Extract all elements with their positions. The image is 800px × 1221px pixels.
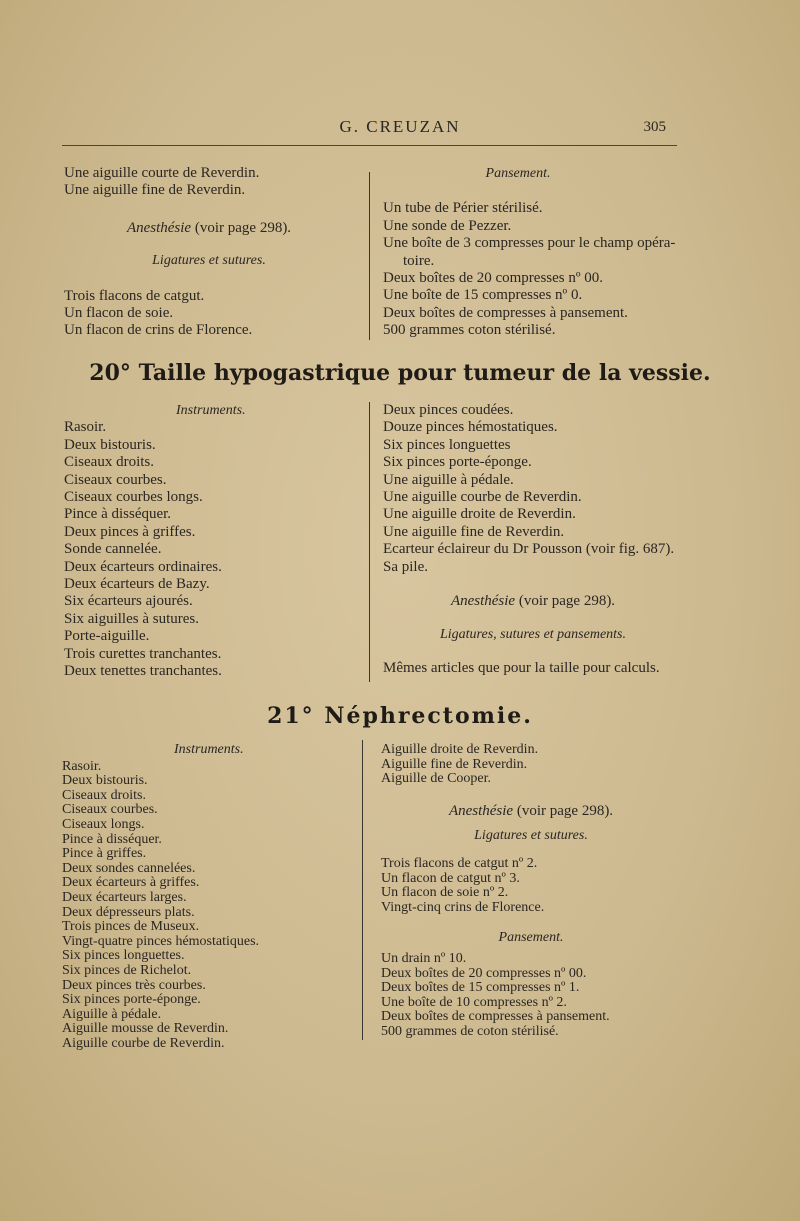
list-item: Deux boîtes de compresses à pansement. xyxy=(381,1009,610,1025)
list-item: Une sonde de Pezzer. xyxy=(383,217,512,234)
column-divider-21 xyxy=(362,740,363,1040)
anesthesie-line xyxy=(64,220,354,237)
list-item: Vingt-cinq crins de Florence. xyxy=(381,899,545,915)
anesthesie-line xyxy=(381,804,681,819)
anesthesie-label: Anesthésie xyxy=(448,802,514,819)
list-item: Deux écarteurs larges. xyxy=(62,889,187,905)
list-item: Sa pile. xyxy=(383,558,428,575)
list-item: Six pinces longuettes xyxy=(383,436,511,453)
list-item: Vingt-quatre pinces hémostatiques. xyxy=(62,933,260,949)
list-item: Aiguille mousse de Reverdin. xyxy=(62,1021,229,1037)
list-item: Un flacon de soie. xyxy=(64,305,174,322)
list-item: Ecarteur éclaireur du Dr Pousson (voir fig. 687). xyxy=(383,541,675,558)
list-item: Six pinces porte-éponge. xyxy=(62,992,201,1008)
anesthesie-line xyxy=(383,593,683,610)
list-item: 500 grammes de coton stérilisé. xyxy=(381,1023,559,1039)
list-item: Ciseaux longs. xyxy=(62,816,145,832)
top-right-column xyxy=(383,165,683,340)
list-item: Rasoir. xyxy=(62,758,102,774)
list-item: Six pinces longuettes. xyxy=(62,948,185,964)
list-item: Rasoir. xyxy=(64,419,107,436)
list-item: Un flacon de soie nº 2. xyxy=(381,885,509,901)
list-item: Ciseaux courbes. xyxy=(64,471,167,488)
list-item: Deux boîtes de 15 compresses nº 1. xyxy=(381,980,580,996)
list-item: Deux pinces très courbes. xyxy=(62,977,206,993)
list-item: Six aiguilles à sutures. xyxy=(64,610,199,627)
list-item: Aiguille droite de Reverdin. xyxy=(381,742,539,757)
list-item: Une aiguille courte de Reverdin. xyxy=(64,165,260,181)
subheading: Instruments. xyxy=(176,403,246,418)
list-item: Ciseaux courbes longs. xyxy=(64,489,203,506)
list-item: Une aiguille courbe de Reverdin. xyxy=(383,489,582,506)
list-item: Douze pinces hémostatiques. xyxy=(383,419,558,436)
list-item: Une boîte de 15 compresses nº 0. xyxy=(383,287,583,304)
list-item: Sonde cannelée. xyxy=(64,541,162,558)
list-item: Trois flacons de catgut nº 2. xyxy=(381,855,538,871)
list-item: Aiguille fine de Reverdin. xyxy=(381,756,528,772)
list-item: Une aiguille à pédale. xyxy=(383,471,514,488)
list-item: Deux dépresseurs plats. xyxy=(62,904,195,920)
anesthesie-ref: (voir page 298). xyxy=(513,802,614,819)
list-item: Une aiguille fine de Reverdin. xyxy=(383,523,565,540)
list-item: Deux bistouris. xyxy=(62,773,148,789)
list-item: Six écarteurs ajourés. xyxy=(64,593,193,610)
section-title-20: 20° Taille hypogastrique pour tumeur de la vessie. xyxy=(89,360,711,386)
list-item: Un tube de Périer stérilisé. xyxy=(383,200,543,217)
running-head-title: G. CREUZAN xyxy=(339,117,461,136)
list-item: Porte-aiguille. xyxy=(64,628,150,645)
column-divider-20 xyxy=(369,402,370,682)
list-item: Deux sondes cannelées. xyxy=(62,860,196,876)
list-item: 500 grammes coton stérilisé. xyxy=(383,322,556,339)
list-item: Deux pinces à griffes. xyxy=(64,523,196,540)
subheading: Instruments. xyxy=(174,742,244,757)
list-item: toire. xyxy=(403,252,435,269)
section21-right-column xyxy=(381,743,681,1040)
list-item: Trois curettes tranchantes. xyxy=(64,645,222,662)
page-number: 305 xyxy=(643,119,666,135)
list-item: Deux boîtes de compresses à pansement. xyxy=(383,304,628,321)
section21-left-column xyxy=(62,743,358,1051)
list-item: Six pinces porte-éponge. xyxy=(383,454,532,471)
top-left-column xyxy=(64,165,354,340)
subheading: Ligatures, sutures et pansements. xyxy=(439,627,626,643)
list-item: Une aiguille droite de Reverdin. xyxy=(383,506,576,523)
list-item: Deux bistouris. xyxy=(64,436,156,453)
list-item: Trois flacons de catgut. xyxy=(64,287,205,304)
section20-left-column xyxy=(64,402,364,681)
section-title-21: 21° Néphrectomie. xyxy=(267,703,533,729)
anesthesie-label: Anesthésie xyxy=(126,219,192,236)
list-item: Un drain nº 10. xyxy=(381,950,467,966)
list-item: Aiguille de Cooper. xyxy=(381,771,492,787)
list-item: Trois pinces de Museux. xyxy=(62,919,200,935)
list-item: Aiguille à pédale. xyxy=(62,1006,162,1022)
list-item: Deux tenettes tranchantes. xyxy=(64,663,222,680)
subheading: Ligatures et sutures. xyxy=(474,828,588,844)
list-item: Pince à griffes. xyxy=(62,846,147,862)
list-item: Aiguille courbe de Reverdin. xyxy=(62,1035,225,1051)
list-item: Six pinces de Richelot. xyxy=(62,962,192,978)
list-item: Une aiguille fine de Reverdin. xyxy=(64,182,246,199)
list-item: Ciseaux droits. xyxy=(64,454,154,471)
subheading: Pansement. xyxy=(498,930,564,946)
list-item: Deux écarteurs de Bazy. xyxy=(64,576,210,593)
list-item: Ciseaux droits. xyxy=(62,787,146,803)
note-line: Mêmes articles que pour la taille pour calculs. xyxy=(383,659,660,676)
list-item: Un flacon de crins de Florence. xyxy=(64,322,253,339)
list-item: Ciseaux courbes. xyxy=(62,802,158,818)
list-item: Pince à disséquer. xyxy=(62,831,162,847)
list-item: Deux pinces coudées. xyxy=(383,402,514,418)
list-item: Une boîte de 10 compresses nº 2. xyxy=(381,994,567,1010)
header-rule xyxy=(62,145,677,146)
list-item: Deux boîtes de 20 compresses nº 00. xyxy=(381,965,587,981)
section20-right-column xyxy=(383,402,683,677)
list-item: Deux écarteurs à griffes. xyxy=(62,875,200,891)
list-item: Pince à disséquer. xyxy=(64,506,172,523)
column-divider-top xyxy=(369,172,370,340)
subheading: Ligatures et sutures. xyxy=(152,253,266,269)
subheading: Pansement. xyxy=(485,166,551,181)
list-item: Deux écarteurs ordinaires. xyxy=(64,558,222,575)
anesthesie-ref: (voir page 298). xyxy=(191,219,292,236)
list-item: Deux boîtes de 20 compresses nº 00. xyxy=(383,270,604,287)
anesthesie-label: Anesthésie xyxy=(450,593,516,610)
list-item: Une boîte de 3 compresses pour le champ opéra- xyxy=(383,235,676,252)
anesthesie-ref: (voir page 298). xyxy=(515,593,616,610)
list-item: Un flacon de catgut nº 3. xyxy=(381,870,520,886)
